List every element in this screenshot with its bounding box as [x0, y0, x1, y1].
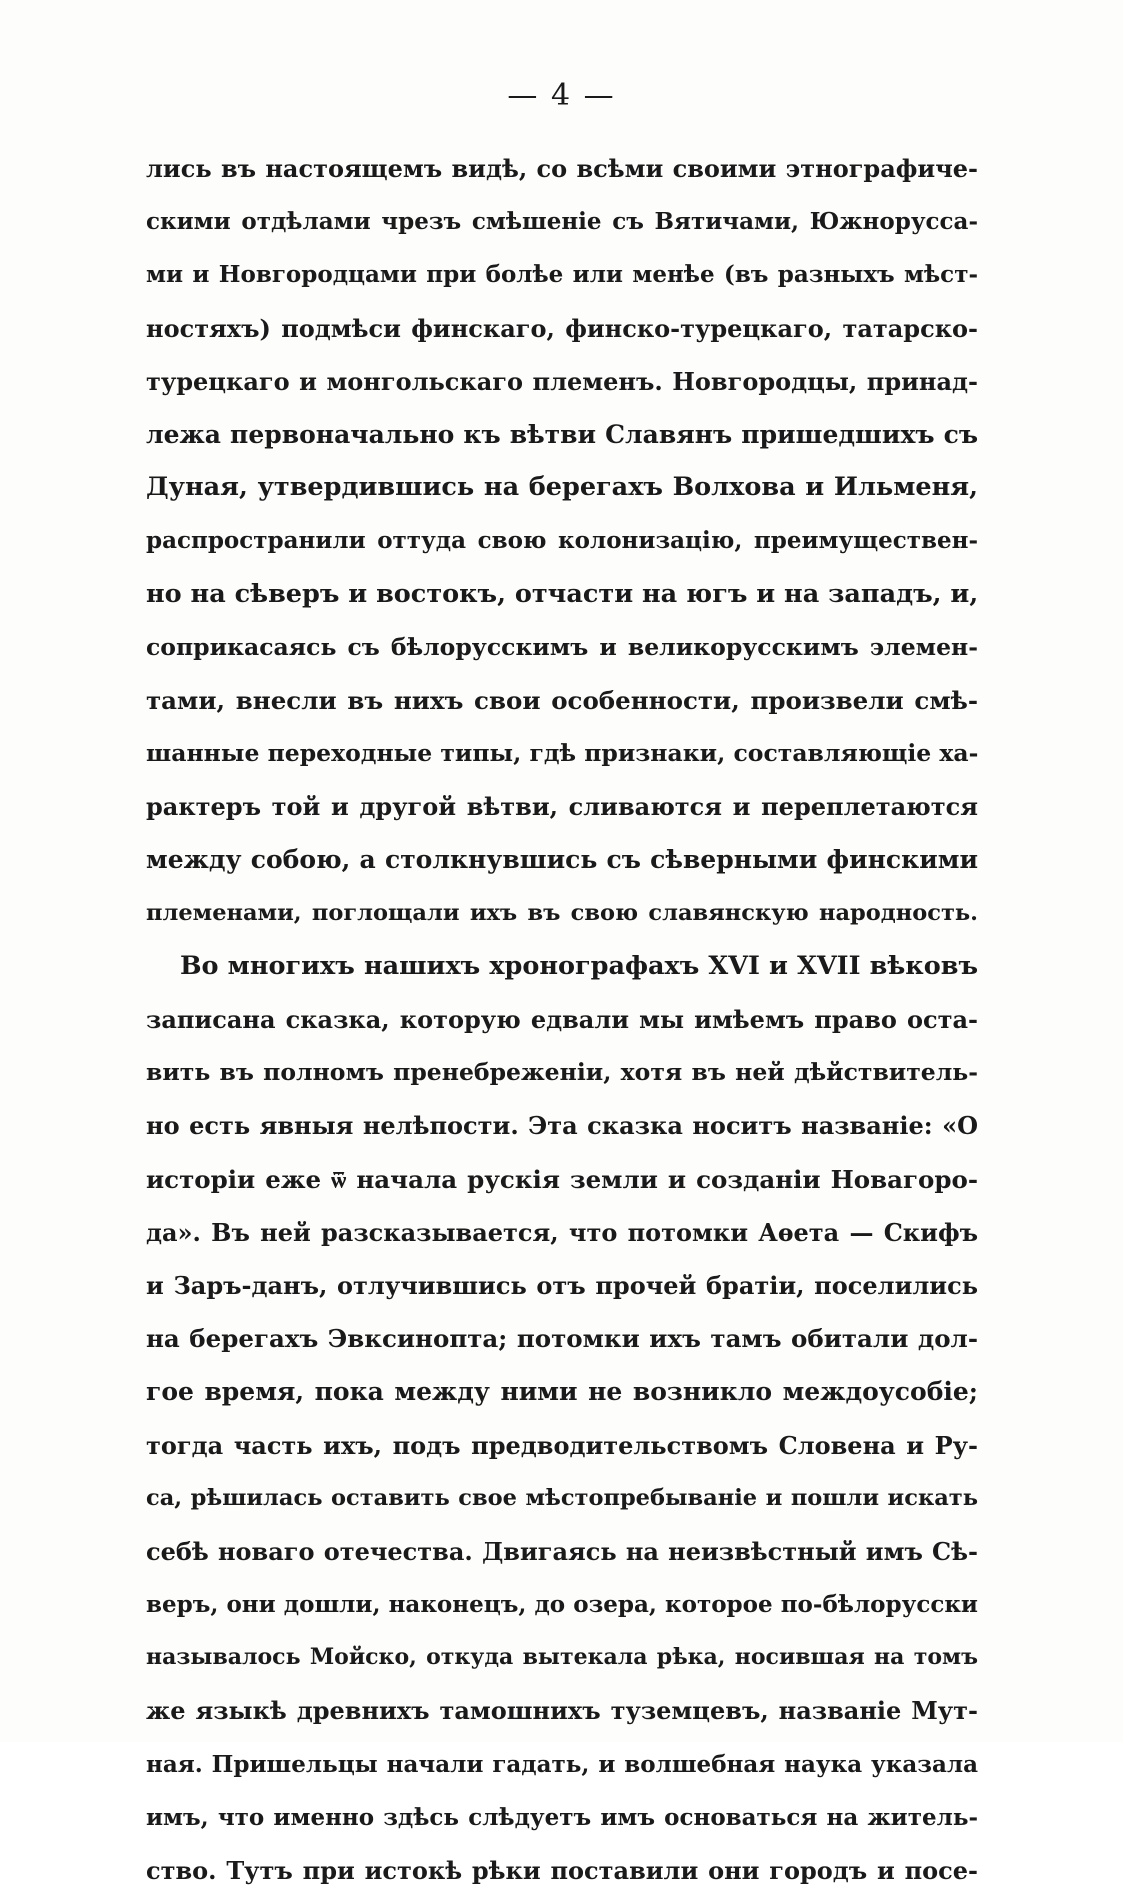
text-line: но есть явныя нелѣпости. Эта сказка носитъ названіе: «О — [146, 1111, 978, 1141]
text-line: веръ, они дошли, наконецъ, до озера, которое по-бѣлорусски — [146, 1591, 978, 1619]
text-line: ми и Новгородцами при болѣе или менѣе (въ разныхъ мѣст- — [146, 261, 978, 289]
text-line: записана сказка, которую едвали мы имѣемъ право оста- — [146, 1005, 978, 1034]
text-line: да». Въ ней разсказывается, что потомки Аѳета — Скифъ — [146, 1217, 978, 1247]
text-line: турецкаго и монгольскаго племенъ. Новгородцы, принад- — [146, 366, 978, 396]
text-line: же языкѣ древнихъ тамошнихъ туземцевъ, названіе Мут- — [146, 1696, 978, 1726]
text-line: са, рѣшилась оставить свое мѣстопребываніе и пошли искать — [146, 1484, 978, 1511]
text-line: но на сѣверъ и востокъ, отчасти на югъ и на западъ, и, — [146, 578, 978, 609]
text-line: гое время, пока между ними не возникло междоусобіе; — [146, 1377, 978, 1407]
text-line: на берегахъ Эвксинопта; потомки ихъ тамъ обитали дол- — [146, 1324, 978, 1354]
text-line: Во многихъ нашихъ хронографахъ XVI и XVII вѣковъ — [180, 950, 978, 981]
text-line: и Заръ-данъ, отлучившись отъ прочей братіи, поселились — [146, 1270, 978, 1300]
text-line: исторіи еже ѿ начала рускія земли и созданіи Новагоро- — [146, 1164, 978, 1194]
text-line: соприкасаясь съ бѣлорусскимъ и великорусскимъ элемен- — [146, 632, 978, 661]
body-text — [146, 142, 978, 1897]
text-line: племенами, поглощали ихъ въ свою славянскую народность. — [146, 899, 978, 926]
text-line: лись въ настоящемъ видѣ, со всѣми своими этнографиче- — [146, 154, 978, 183]
text-line: тогда часть ихъ, подъ предводительствомъ Словена и Ру- — [146, 1430, 978, 1460]
page-number: — 4 — — [507, 78, 616, 113]
text-line: тами, внесли въ нихъ свои особенности, произвели смѣ- — [146, 685, 978, 715]
paragraph-1 — [146, 142, 978, 940]
text-line: Дуная, утвердившись на берегахъ Волхова и Ильменя, — [146, 472, 978, 503]
text-line: лежа первоначально къ вѣтви Славянъ пришедшихъ съ — [146, 419, 978, 449]
text-line: шанные переходные типы, гдѣ признаки, составляющіе ха- — [146, 739, 978, 768]
text-line: ная. Пришельцы начали гадать, и волшебная наука указала — [146, 1750, 978, 1778]
text-line: называлось Мойско, откуда вытекала рѣка, носившая на томъ — [146, 1644, 978, 1671]
text-line: себѣ новаго отечества. Двигаясь на неизвѣстный имъ Сѣ- — [146, 1536, 978, 1566]
text-line: ство. Тутъ при истокѣ рѣки поставили они городъ и посе- — [146, 1856, 978, 1885]
paragraph-2 — [146, 940, 978, 1897]
text-line: ностяхъ) подмѣси финскаго, финско-турецкаго, татарско- — [146, 313, 978, 343]
text-line: вить въ полномъ пренебреженіи, хотя въ ней дѣйствитель- — [146, 1058, 978, 1087]
text-line: между собою, а столкнувшись съ сѣверными финскими — [146, 845, 978, 875]
text-line: рактеръ той и другой вѣтви, сливаются и переплетаются — [146, 792, 978, 822]
text-line: имъ, что именно здѣсь слѣдуетъ имъ основаться на житель- — [146, 1803, 978, 1831]
text-line: скими отдѣлами чрезъ смѣшеніе съ Вятичами, Южнорусса- — [146, 208, 978, 236]
text-line: распространили оттуда свою колонизацію, преимуществен- — [146, 527, 978, 555]
